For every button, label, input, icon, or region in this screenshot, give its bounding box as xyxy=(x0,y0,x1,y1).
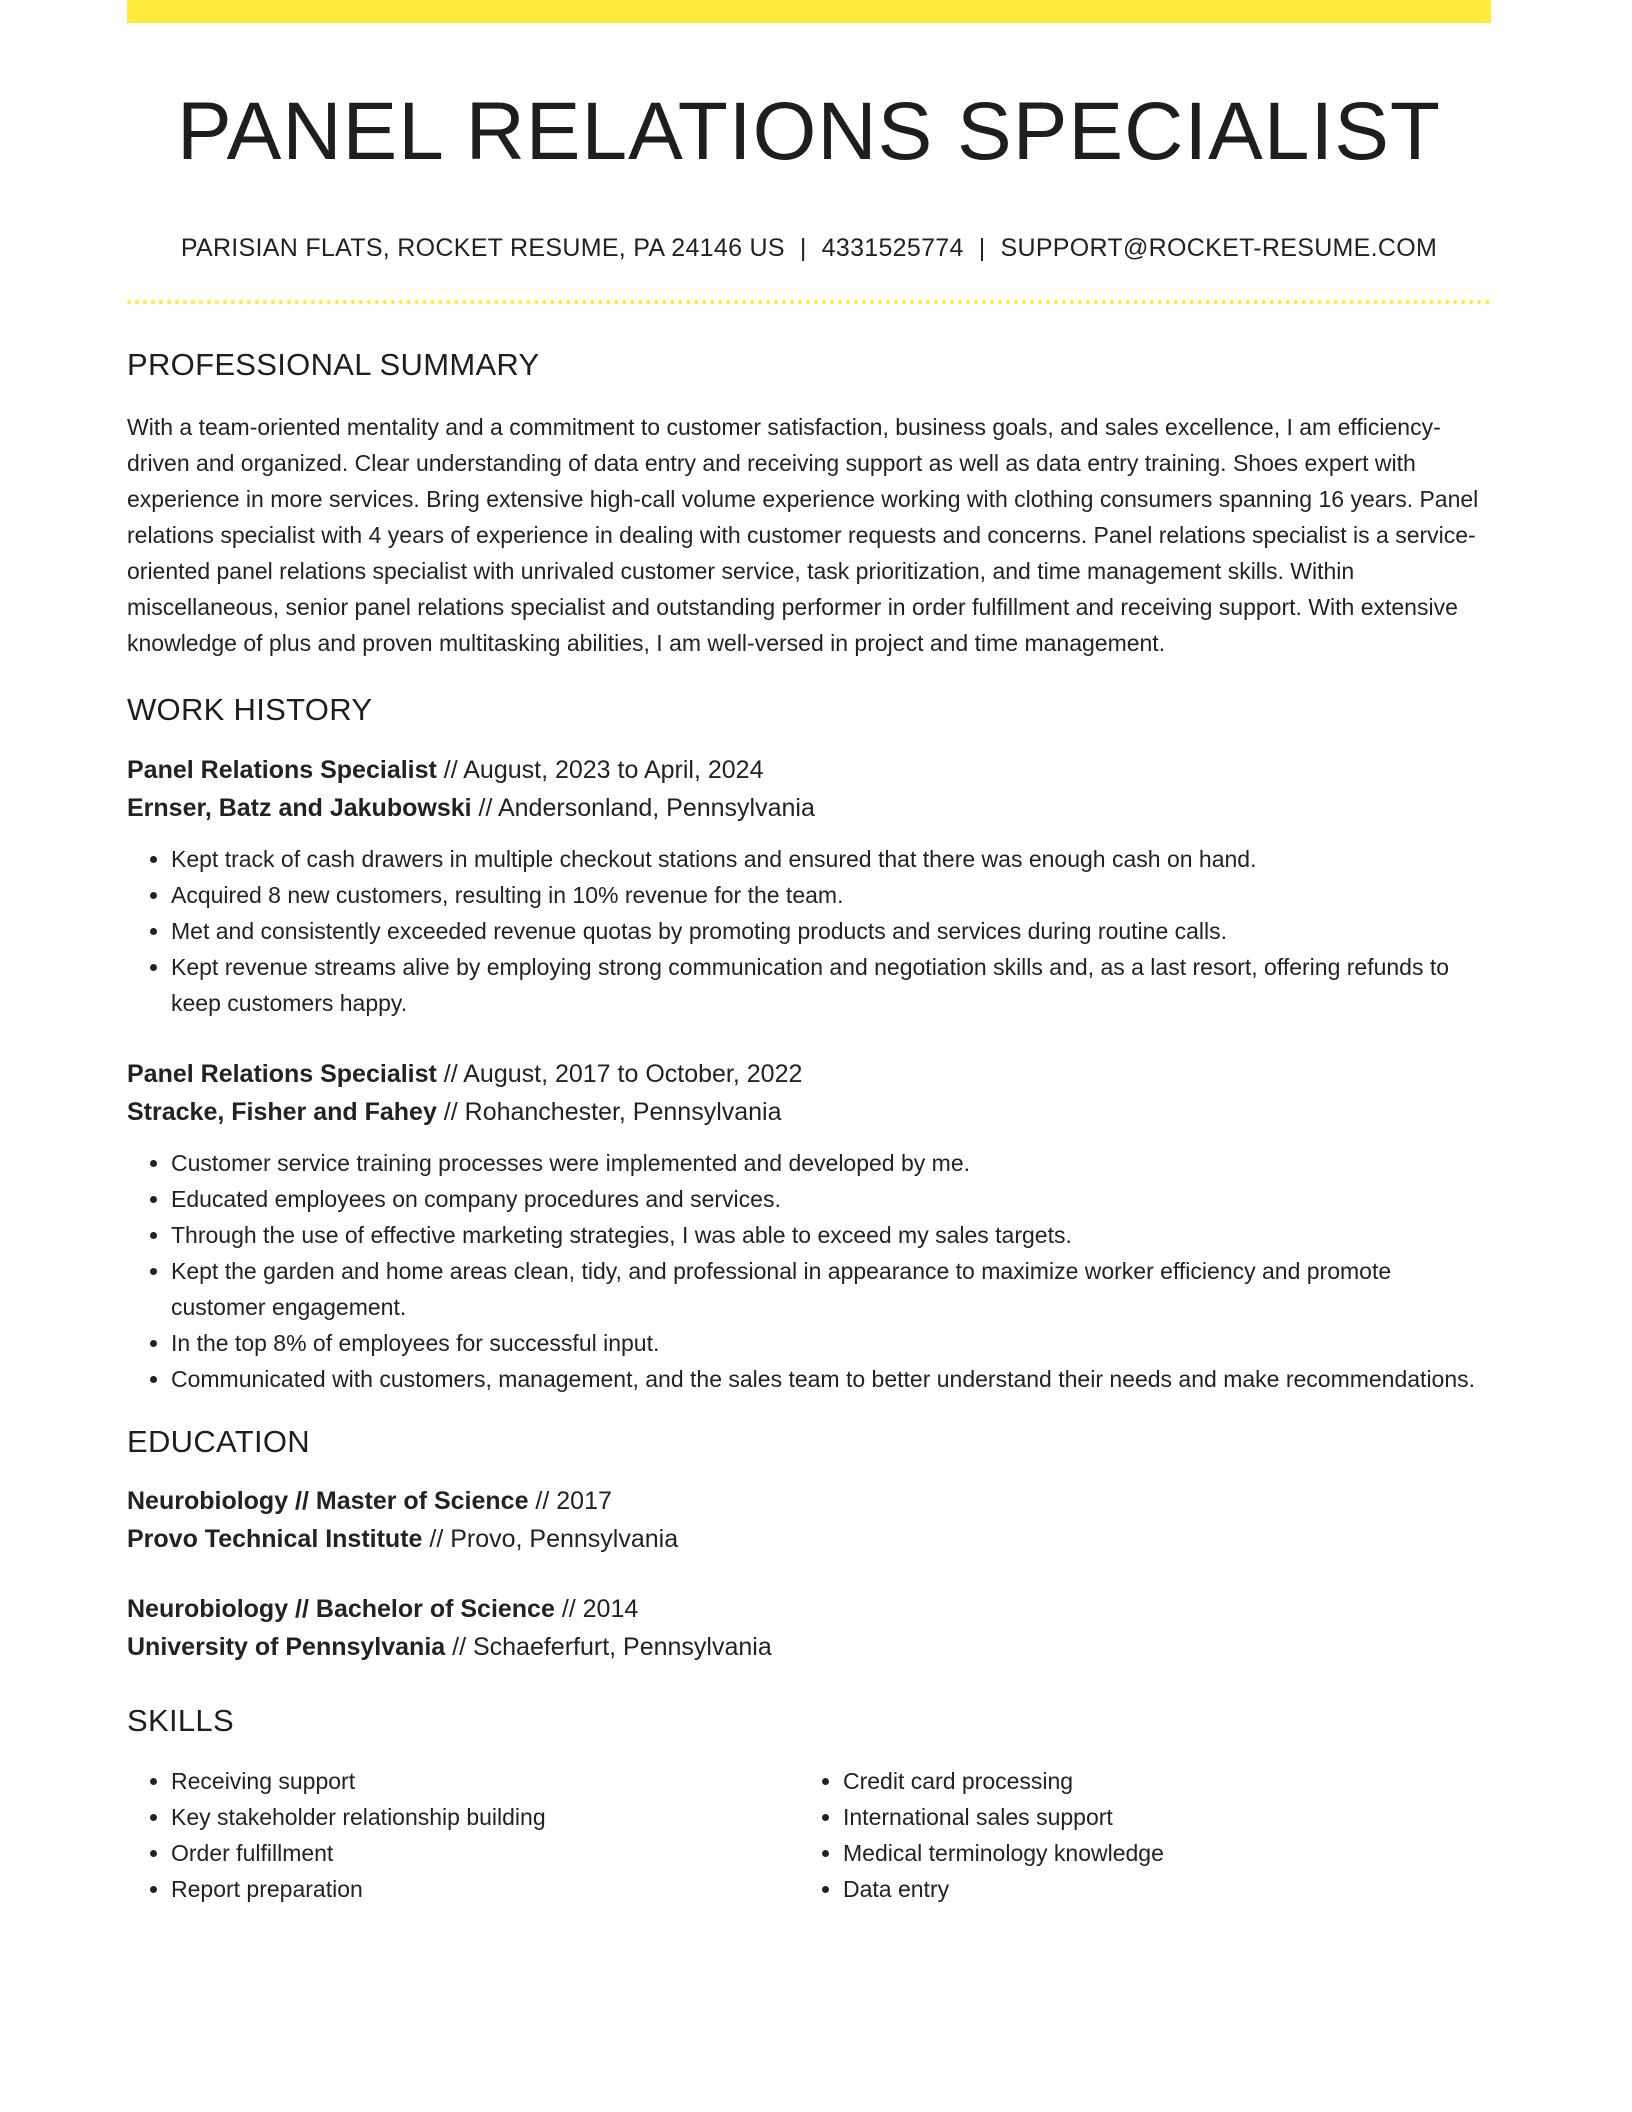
education-degree: Neurobiology // Bachelor of Science xyxy=(127,1594,555,1623)
contact-email: SUPPORT@ROCKET-RESUME.COM xyxy=(1000,234,1438,263)
job-title-line xyxy=(127,1055,1491,1093)
job-entry xyxy=(127,751,1491,1021)
job-dates: // August, 2023 to April, 2024 xyxy=(436,755,764,784)
education-location: // Schaeferfurt, Pennsylvania xyxy=(445,1632,772,1661)
education-year: // 2017 xyxy=(528,1486,612,1515)
job-company: Stracke, Fisher and Fahey xyxy=(127,1097,437,1126)
education-degree-line xyxy=(127,1482,1491,1520)
section-title: SKILLS xyxy=(127,1702,234,1738)
skill-item: • International sales support xyxy=(843,1799,1471,1835)
contact-phone: 4331525774 xyxy=(821,234,964,263)
skill-item: • Receiving support xyxy=(171,1763,799,1799)
education-degree: Neurobiology // Master of Science xyxy=(127,1486,529,1515)
skill-item: • Credit card processing xyxy=(843,1763,1471,1799)
contact-separator: | xyxy=(799,234,807,263)
job-role: Panel Relations Specialist xyxy=(127,755,437,784)
job-location: // Rohanchester, Pennsylvania xyxy=(436,1097,782,1126)
job-location: // Andersonland, Pennsylvania xyxy=(471,793,815,822)
dotted-divider xyxy=(127,300,1491,304)
education-school: University of Pennsylvania xyxy=(127,1632,446,1661)
job-bullets xyxy=(127,841,1491,1021)
resume-name: PANEL RELATIONS SPECIALIST xyxy=(177,86,1441,177)
job-bullet: • Acquired 8 new customers, resulting in 10% revenue for the team. xyxy=(171,877,1491,913)
job-role: Panel Relations Specialist xyxy=(127,1059,437,1088)
contact-separator: | xyxy=(978,234,986,263)
section-title: EDUCATION xyxy=(127,1423,310,1459)
summary-text: With a team-oriented mentality and a commitment to customer satisfaction, business goals, and sales excellence, I am efficiency-driven and organized. Clear understanding of data entry and receiving support as well as data entry training. Shoes expert with experience in more services. Bring extensive high-call volume experience working with clothing consumers spanning 16 years. Panel relations specialist with 4 years of experience in dealing with customer requests and concerns. Panel relations specialist is a service-oriented panel relations specialist with unrivaled customer service, task prioritization, and time management skills. Within miscellaneous, senior panel relations specialist and outstanding performer in order fulfillment and receiving support. With extensive knowledge of plus and proven multitasking abilities, I am well-versed in project and time management. xyxy=(127,414,1479,657)
accent-bar xyxy=(127,0,1491,23)
summary-section xyxy=(127,346,1491,661)
skill-item: • Medical terminology knowledge xyxy=(843,1835,1471,1871)
skill-item: • Key stakeholder relationship building xyxy=(171,1799,799,1835)
job-company-line xyxy=(127,789,1491,827)
education-school-line xyxy=(127,1628,1491,1666)
education-location: // Provo, Pennsylvania xyxy=(422,1524,679,1553)
education-school: Provo Technical Institute xyxy=(127,1524,423,1553)
job-bullet: • Met and consistently exceeded revenue quotas by promoting products and services during routine calls. xyxy=(171,913,1491,949)
education-degree-line xyxy=(127,1590,1491,1628)
skills-columns xyxy=(127,1763,1491,1907)
resume-page xyxy=(127,0,1491,1907)
job-entry xyxy=(127,1055,1491,1397)
job-bullet: • Customer service training processes were implemented and developed by me. xyxy=(171,1145,1491,1181)
contact-address: PARISIAN FLATS, ROCKET RESUME, PA 24146 US xyxy=(180,234,785,263)
job-bullet: • Kept track of cash drawers in multiple checkout stations and ensured that there was enough cash on hand. xyxy=(171,841,1491,877)
education-year: // 2014 xyxy=(554,1594,639,1623)
skill-item: • Order fulfillment xyxy=(171,1835,799,1871)
skill-item: • Report preparation xyxy=(171,1871,799,1907)
education-section xyxy=(127,1423,1491,1666)
job-bullet: • Kept revenue streams alive by employing strong communication and negotiation skills and, as a last resort, offering refunds to keep customers happy. xyxy=(171,949,1491,1021)
skill-item: • Data entry xyxy=(843,1871,1471,1907)
job-dates: // August, 2017 to October, 2022 xyxy=(436,1059,803,1088)
section-title: PROFESSIONAL SUMMARY xyxy=(127,347,540,383)
education-school-line xyxy=(127,1520,1491,1558)
job-company-line xyxy=(127,1093,1491,1131)
skills-list-right xyxy=(799,1763,1471,1907)
skills-section xyxy=(127,1702,1491,1907)
education-entry xyxy=(127,1482,1491,1558)
job-bullet: • Communicated with customers, management, and the sales team to better understand their needs and make recommendations. xyxy=(171,1361,1491,1397)
job-bullet: • In the top 8% of employees for successful input. xyxy=(171,1325,1491,1361)
job-title-line xyxy=(127,751,1491,789)
contact-line xyxy=(127,234,1491,263)
job-bullets xyxy=(127,1145,1491,1397)
section-title: WORK HISTORY xyxy=(127,692,373,728)
work-history-section xyxy=(127,691,1491,1396)
skills-list-left xyxy=(127,1763,799,1907)
job-bullet: • Educated employees on company procedures and services. xyxy=(171,1181,1491,1217)
job-bullet: • Kept the garden and home areas clean, tidy, and professional in appearance to maximize worker efficiency and promote customer engagement. xyxy=(171,1253,1491,1325)
education-entry xyxy=(127,1590,1491,1666)
job-bullet: • Through the use of effective marketing strategies, I was able to exceed my sales targets. xyxy=(171,1217,1491,1253)
job-company: Ernser, Batz and Jakubowski xyxy=(127,793,472,822)
